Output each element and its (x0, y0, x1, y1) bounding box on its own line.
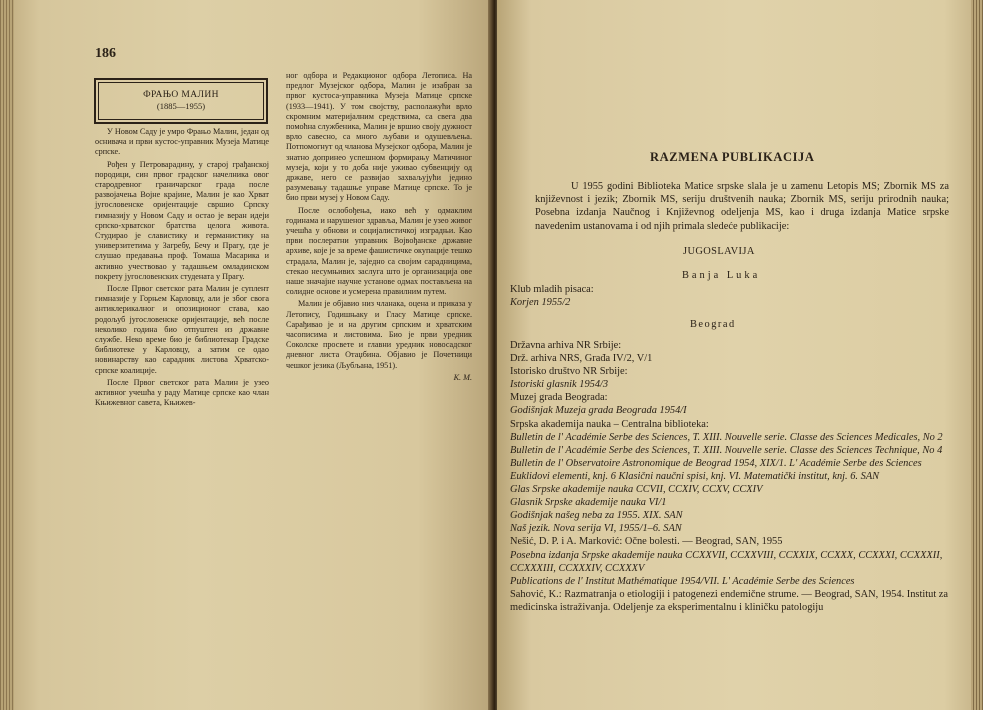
book-page-edges (971, 0, 983, 710)
publication-list (510, 339, 951, 614)
list-item: Istoriski glasnik 1954/3 (510, 379, 609, 391)
publication-list (510, 283, 951, 309)
list-item: Istorisko društvo NR Srbije: (510, 366, 628, 378)
obituary-title-box (94, 78, 268, 124)
book-page-edges (0, 0, 14, 710)
list-item: Publications de l' Institut Mathématique 1954/VII. L' Académie Serbe des Sciences (510, 575, 855, 587)
list-item: Godišnjak našeg neba za 1955. XIX. SAN (510, 510, 683, 522)
country-heading: JUGOSLAVIJA (683, 246, 755, 257)
paragraph: После Првог светског рата Малин је суплент гимназије у Горњем Карловцу, али је због свога антиклерикалног и опозиционог става, као родољуб југословенске оријентације, већ после неколико година био отпуштен из државне службе. Нeко време био је библиотекар Градске библиотеке у Карловцу, а затим се одао новинарству као сарадник листова Хрватско-српске коалиције. (95, 284, 269, 375)
paragraph: ног одбора и Редакционог одбора Летописа. На предлог Музејског одбора, Малин је изабран за првог кустоса-управника Музеја Матице српске (1933—1941). У том својству, располажући врло скромним материјалним средствима, са свега два помоћна службеника, Малин је вршио своју дужност врло савесно, са много љубави и одушевљења. Потпомогнут од чланова Музејског одбора, Малин је знатно допринео успешном формирању Матичиног музеја, који у то доба није уживао субвенцију од државе, него се развијао захваљујући једино разумевању тадашње управе Матице српске. То је био први музеј у Новом Саду. (286, 71, 472, 203)
list-item: Glasnik Srpske akademije nauka VI/1 (510, 497, 667, 509)
obituary-column-2 (286, 71, 472, 383)
list-item: Sahović, K.: Razmatranja o etiologiji i patogenezi endemične strume. — Beograd, SAN, 1954. Institut za medicinska istraživanja. Odeljenje za eksperimentalnu i kliničku patologiju (510, 588, 949, 613)
obituary-name: ФРАЊО МАЛИН (143, 90, 219, 100)
page-number: 186 (95, 46, 116, 61)
list-item: Srpska akademija nauka – Centralna biblioteka: (510, 418, 709, 430)
list-item: Euklidovi elementi, knj. 6 Klasični naučni spisi, knj. VI. Matematički institut, knj. 6. SAN (510, 470, 880, 482)
section-heading: RAZMENA PUBLIKACIJA (650, 150, 815, 164)
list-item: Državna arhiva NR Srbije: (510, 340, 622, 351)
list-item: Bulletin de l' Académie Serbe des Sciences, T. XIII. Nouvelle serie. Classe des Sciences Technique, No 4 (510, 444, 943, 456)
paragraph: После Првог светског рата Малин је узео активног учешћа у раду Матице српске као члан Књижевног савета, Књижев- (95, 377, 269, 408)
list-item: Korjen 1955/2 (510, 297, 571, 309)
author-signature: К. М. (453, 372, 472, 382)
list-item: Klub mladih pisaca: (510, 284, 594, 295)
city-heading: Beograd (690, 319, 736, 330)
paragraph: У Новом Саду је умро Фрањо Малин, један од оснивача и први кустос-управник Музеја Матице српске. (95, 127, 269, 157)
list-item: Naš jezik. Nova serija VI, 1955/1–6. SAN (510, 523, 682, 535)
list-item: Glas Srpske akademije nauka CCVII, CCXIV, CCXV, CCXIV (510, 484, 763, 496)
paragraph: После ослобођења, иако већ у одмаклим годинама и нарушеног здравља, Малин је узео живог учешћа у обнови и социјалистичкој изградњи. Као први послератни управник Војвођанске државне архиве, које је за време фашистичке окупације тешко страдала, Малин је, заједно са својим сарадницима, стекао несумњивих заслуга што је организација ове наше значајне научне установе одмах постављена на солидне основе и усмерена правилним путем. (286, 205, 472, 297)
obituary-years: (1885—1955) (156, 101, 206, 111)
list-item: Drž. arhiva NRS, Građa IV/2, V/1 (510, 353, 653, 365)
obituary-column-1 (95, 127, 269, 410)
left-page (0, 0, 491, 710)
list-item: Godišnjak Muzeja grada Beograda 1954/I (510, 405, 687, 417)
list-item: Nešić, D. P. i A. Marković: Očne bolesti. — Beograd, SAN, 1955 (510, 536, 783, 548)
city-heading: Banja Luka (682, 270, 761, 281)
list-item: Posebna izdanja Srpske akademije nauka CCXXVII, CCXXVIII, CCXXIX, CCXXX, CCXXXI, CCXXXII, CCXXXIII, CCXXXIV, CCXXXV (510, 549, 943, 574)
list-item: Bulletin de l' Observatoire Astronomique de Beograd 1954, XIX/1. L' Académie Serbe des Sciences (510, 457, 922, 469)
list-item: Muzej grada Beograda: (510, 392, 608, 404)
paragraph: Малин је објавио низ чланака, оцена и приказа у Летопису, Годишњаку и Гласу Матице српске. Сарађивао је и на другим српским и хрватским часописима и листовима. Био је први уредник Соколске просвете и главни уредник новосадског дневног листа Отаџбина. Објавио је Почетници чешког језика (Љубљана, 1951). (286, 299, 472, 370)
list-item: Bulletin de l' Académie Serbe des Sciences, T. XIII. Nouvelle serie. Classe des Sciences Medicales, No 2 (510, 431, 943, 443)
intro-paragraph: U 1955 godini Biblioteka Matice srpske slala je u zamenu Letopis MS; Zbornik MS za književnost i jezik; Zbornik MS, seriju društvenih nauka; Zbornik MS, seriju prirodnih nauka; Posebna izdanja Naučnog i Književnog odeljenja MS, kao i druga izdanja Matice srpske navedenim ustanovama i od njih primala sledeće publikacije: (535, 181, 949, 232)
paragraph: Рођен у Петроварадину, у старој грађанској породици, син првог градског начелника овог стародревног граничарског града после развојачења Војне крајине, Малин је као Хрват југословенске оријентације свршио Српску гимназију у Новом Саду и остао је веран идеји српско-хрватског братства целога живота. Студирао је славистику и германистику на универзитетима у Загребу, Бечу и Прагу, где је слушао предавања проф. Томаша Масарика и активно учествовао у тадашњем омладинском покрету југословенских студената у Прагу. (95, 159, 269, 281)
